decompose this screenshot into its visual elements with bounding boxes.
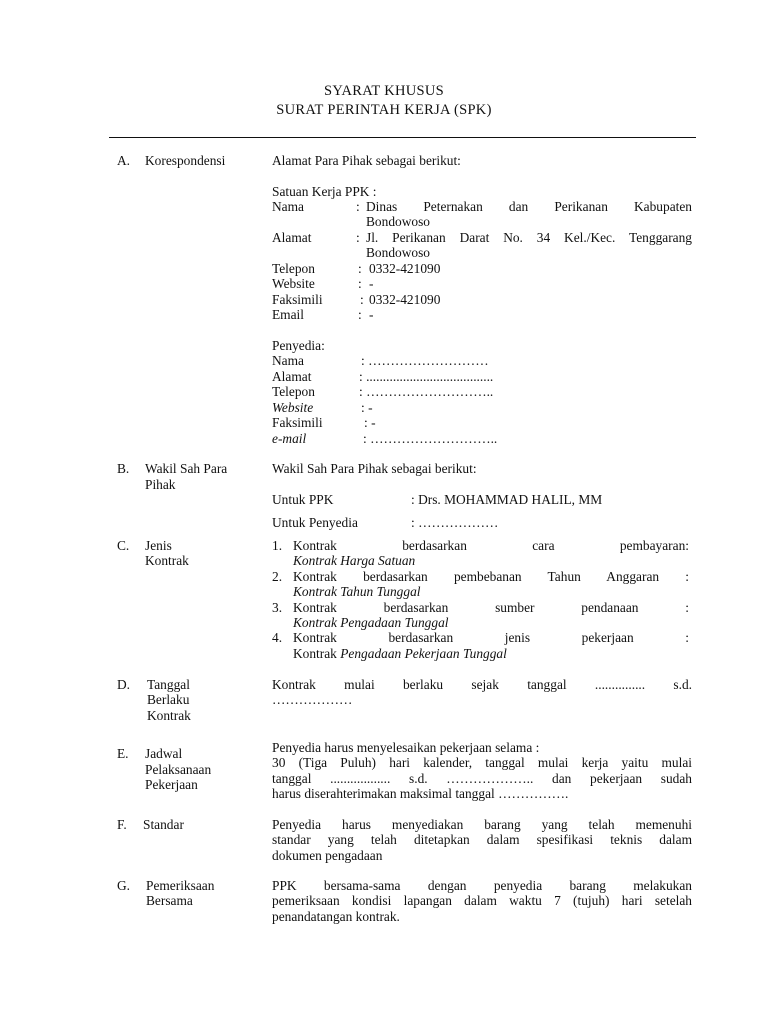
section-text-cont: ……………… <box>272 692 353 707</box>
section-text: PPK bersama-sama dengan penyedia barang melakukan <box>272 878 692 893</box>
list-number: 3. <box>272 600 283 615</box>
section-text: standar yang telah ditetapkan dalam spesifikasi teknis dalam <box>272 832 692 847</box>
list-text-cont <box>293 646 507 662</box>
field-colon: : <box>356 199 360 214</box>
list-text: Kontrak berdasarkan jenis pekerjaan : <box>293 630 689 645</box>
section-text: harus diserahterimakan maksimal tanggal ……………. <box>272 786 569 801</box>
section-heading-cont: Bersama <box>146 893 193 908</box>
field-colon: : <box>356 230 360 245</box>
section-letter: D. <box>117 677 131 692</box>
list-text-cont: Kontrak Tahun Tunggal <box>293 584 421 599</box>
list-number: 1. <box>272 538 283 553</box>
field-value: Jl. Perikanan Darat No. 34 Kel./Kec. Tenggarang <box>366 230 692 245</box>
section-heading: Wakil Sah Para <box>145 461 228 476</box>
field-label: Faksimili <box>272 292 323 307</box>
field-label: Alamat <box>272 369 312 384</box>
section-letter: A. <box>117 153 131 168</box>
section-heading-cont: Pelaksanaan <box>145 762 212 777</box>
penyedia-label: Untuk Penyedia <box>272 515 358 530</box>
field-value: : ……………………….. <box>359 384 494 399</box>
list-text: Kontrak berdasarkan sumber pendanaan : <box>293 600 689 615</box>
section-letter: C. <box>117 538 130 553</box>
field-value: Dinas Peternakan dan Perikanan Kabupaten <box>366 199 692 214</box>
field-value-cont: Bondowoso <box>366 245 430 260</box>
section-text: 30 (Tiga Puluh) hari kalender, tanggal mulai kerja yaitu mulai <box>272 755 692 770</box>
section-heading: Tanggal <box>147 677 190 692</box>
field-colon: : <box>360 292 364 307</box>
list-text-cont: Kontrak Harga Satuan <box>293 553 416 568</box>
field-colon: : <box>358 276 362 291</box>
field-label: Nama <box>272 199 304 214</box>
field-value: : ……………………….. <box>363 431 498 446</box>
section-heading: Jenis <box>145 538 172 553</box>
section-intro: Alamat Para Pihak sebagai berikut: <box>272 153 461 168</box>
field-value-cont: Bondowoso <box>366 214 430 229</box>
title-divider <box>109 137 696 138</box>
field-label: Alamat <box>272 230 312 245</box>
penyedia-value: : ……………… <box>411 515 499 530</box>
section-letter: B. <box>117 461 130 476</box>
section-heading-cont: Pihak <box>145 477 176 492</box>
section-text: dokumen pengadaan <box>272 848 383 863</box>
field-value: : ...................................... <box>359 369 494 384</box>
section-heading-cont: Pekerjaan <box>145 777 198 792</box>
field-label: Website <box>272 400 314 415</box>
field-value: : - <box>361 400 373 415</box>
section-letter: G. <box>117 878 131 893</box>
section-heading: Standar <box>143 817 184 832</box>
section-heading: Jadwal <box>145 746 183 761</box>
section-text: pemeriksaan kondisi lapangan dalam waktu 7 (tujuh) hari setelah <box>272 893 692 908</box>
field-value: : ……………………… <box>361 353 489 368</box>
section-letter: E. <box>117 746 129 761</box>
field-label: e-mail <box>272 431 307 446</box>
field-label: Email <box>272 307 304 322</box>
ppk-value: : Drs. MOHAMMAD HALIL, MM <box>411 492 603 507</box>
field-value: - <box>369 307 374 322</box>
field-value: 0332-421090 <box>369 261 441 276</box>
section-intro: Wakil Sah Para Pihak sebagai berikut: <box>272 461 477 476</box>
section-text: Penyedia harus menyelesaikan pekerjaan selama : <box>272 740 540 755</box>
list-text: Kontrak berdasarkan cara pembayaran: <box>293 538 689 553</box>
field-value: - <box>369 276 374 291</box>
field-colon: : <box>358 307 362 322</box>
field-value: : - <box>364 415 376 430</box>
section-text: tanggal .................. s.d. ……………….. dan pekerjaan sudah <box>272 771 692 786</box>
document-title: SYARAT KHUSUS <box>323 83 445 99</box>
section-heading: Pemeriksaan <box>146 878 215 893</box>
field-value: 0332-421090 <box>369 292 441 307</box>
list-number: 4. <box>272 630 283 645</box>
satker-title: Satuan Kerja PPK : <box>272 184 377 199</box>
field-label: Faksimili <box>272 415 323 430</box>
list-text-italic: Pengadaan Pekerjaan Tunggal <box>340 646 507 661</box>
list-text-cont: Kontrak Pengadaan Tunggal <box>293 615 449 630</box>
section-text: Kontrak mulai berlaku sejak tanggal ............... s.d. <box>272 677 692 692</box>
field-label: Website <box>272 276 315 291</box>
field-colon: : <box>358 261 362 276</box>
penyedia-title: Penyedia: <box>272 338 325 353</box>
document-subtitle: SURAT PERINTAH KERJA (SPK) <box>276 102 492 118</box>
section-text: penandatangan kontrak. <box>272 909 400 924</box>
field-label: Nama <box>272 353 304 368</box>
list-text-plain: Kontrak <box>293 646 341 661</box>
ppk-label: Untuk PPK <box>272 492 334 507</box>
field-label: Telepon <box>272 384 315 399</box>
field-label: Telepon <box>272 261 315 276</box>
section-heading-cont: Kontrak <box>147 708 191 723</box>
section-heading-cont: Berlaku <box>147 692 190 707</box>
section-letter: F. <box>117 817 127 832</box>
section-text: Penyedia harus menyediakan barang yang telah memenuhi <box>272 817 692 832</box>
list-number: 2. <box>272 569 283 584</box>
list-text: Kontrak berdasarkan pembebanan Tahun Anggaran : <box>293 569 689 584</box>
section-heading: Korespondensi <box>145 153 226 168</box>
section-heading-cont: Kontrak <box>145 553 189 568</box>
